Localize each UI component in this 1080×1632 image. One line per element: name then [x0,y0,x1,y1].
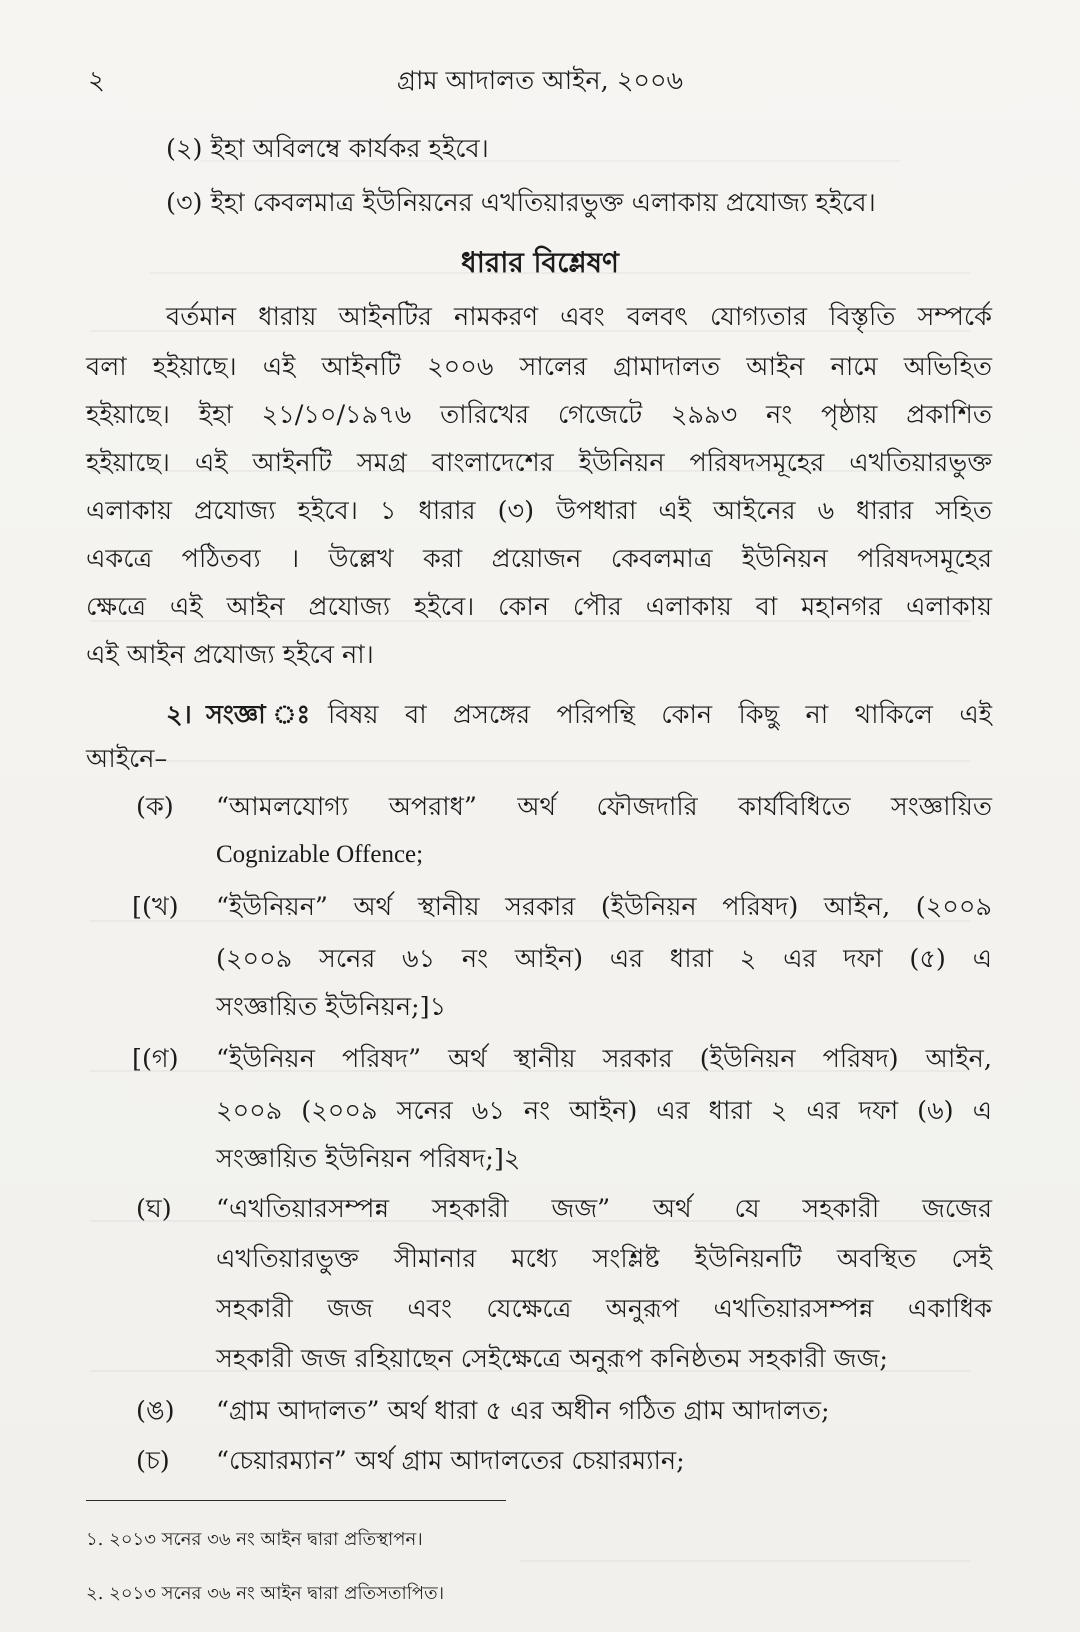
definition-text: “ইউনিয়ন পরিষদ” অর্থ স্থানীয় সরকার (ইউনিয়ন পরিষদ) আইন, [216,1044,992,1074]
definition-text: এখতিয়ারভুক্ত সীমানার মধ্যে সংশ্লিষ্ট ইউনিয়নটি অবস্থিত সেই [216,1244,992,1274]
definition-text: “গ্রাম আদালত” অর্থ ধারা ৫ এর অধীন গঠিত গ্রাম আদালত; [216,1396,830,1426]
footnote: ১. ২০১৩ সনের ৩৬ নং আইন দ্বারা প্রতিস্থাপন। [86,1529,423,1550]
section-intro: বিষয় বা প্রসঙ্গের পরিপন্থি কোন কিছু না থাকিলে এই [328,700,992,730]
definition-text: সহকারী জজ এবং যেক্ষেত্রে অনুরূপ এখতিয়ারসম্পন্ন একাধিক [216,1294,992,1324]
definition-text: “ইউনিয়ন” অর্থ স্থানীয় সরকার (ইউনিয়ন পরিষদ) আইন, (২০০৯ [216,892,992,922]
definition-label: (চ) [136,1446,170,1476]
definition-text: Cognizable Offence; [216,841,424,868]
definition-label: [(খ) [132,892,179,922]
definition-text: সহকারী জজ রহিয়াছেন সেইক্ষেত্রে অনুরূপ কনিষ্ঠতম সহকারী জজ; [216,1344,889,1374]
footnote-rule [86,1500,506,1501]
analysis-line: হইয়াছে। ইহা ২১/১০/১৯৭৬ তারিখের গেজেটে ২৯৯৩ নং পৃষ্ঠায় প্রকাশিত [86,400,992,430]
analysis-line: ক্ষেত্রে এই আইন প্রযোজ্য হইবে। কোন পৌর এলাকায় বা মহানগর এলাকায় [86,592,992,622]
definition-text: “আমলযোগ্য অপরাধ” অর্থ ফৌজদারি কার্যবিধিতে সংজ্ঞায়িত [216,792,992,822]
definition-text: সংজ্ঞায়িত ইউনিয়ন;]১ [216,992,447,1022]
analysis-line: একত্রে পঠিতব্য । উল্লেখ করা প্রয়োজন কেবলমাত্র ইউনিয়ন পরিষদসমূহের [86,544,992,574]
analysis-line: এই আইন প্রযোজ্য হইবে না। [86,640,374,670]
definition-text: (২০০৯ সনের ৬১ নং আইন) এর ধারা ২ এর দফা (৫) এ [216,944,992,974]
definition-text: ২০০৯ (২০০৯ সনের ৬১ নং আইন) এর ধারা ২ এর দফা (৬) এ [216,1096,992,1126]
footnote: ২. ২০১৩ সনের ৩৬ নং আইন দ্বারা প্রতিসতাপিত। [86,1583,445,1604]
definition-label: (ঘ) [136,1194,172,1224]
definition-label: (ঙ) [136,1396,175,1426]
analysis-line: বলা হইয়াছে। এই আইনটি ২০০৬ সালের গ্রামাদালত আইন নামে অভিহিত [86,352,992,382]
section-number: ২। [166,700,192,730]
definition-text: “এখতিয়ারসম্পন্ন সহকারী জজ” অর্থ যে সহকারী জজের [216,1194,992,1224]
subsection-2: (২) ইহা অবিলম্বে কার্যকর হইবে। [166,134,489,164]
definition-label: [(গ) [132,1044,179,1074]
analysis-line: বর্তমান ধারায় আইনটির নামকরণ এবং বলবৎ যোগ্যতার বিস্তৃতি সম্পর্কে [166,302,992,332]
subsection-3: (৩) ইহা কেবলমাত্র ইউনিয়নের এখতিয়ারভুক্ত এলাকায় প্রযোজ্য হইবে। [166,188,876,218]
analysis-line: এলাকায় প্রযোজ্য হইবে। ১ ধারার (৩) উপধারা এই আইনের ৬ ধারার সহিত [86,496,992,526]
definition-text: সংজ্ঞায়িত ইউনিয়ন পরিষদ;]২ [216,1144,521,1174]
section-intro-cont: আইনে– [86,744,168,774]
page-number: ২ [88,66,105,96]
section-title: সংজ্ঞা ঃ [206,700,311,730]
analysis-line: হইয়াছে। এই আইনটি সমগ্র বাংলাদেশের ইউনিয়ন পরিষদসমূহের এখতিয়ারভুক্ত [86,448,992,478]
section-analysis-heading: ধারার বিশ্লেষণ [461,246,619,279]
running-title: গ্রাম আদালত আইন, ২০০৬ [396,66,684,96]
definition-text: “চেয়ারম্যান” অর্থ গ্রাম আদালতের চেয়ারম্যান; [216,1446,685,1476]
definition-label: (ক) [136,792,174,822]
